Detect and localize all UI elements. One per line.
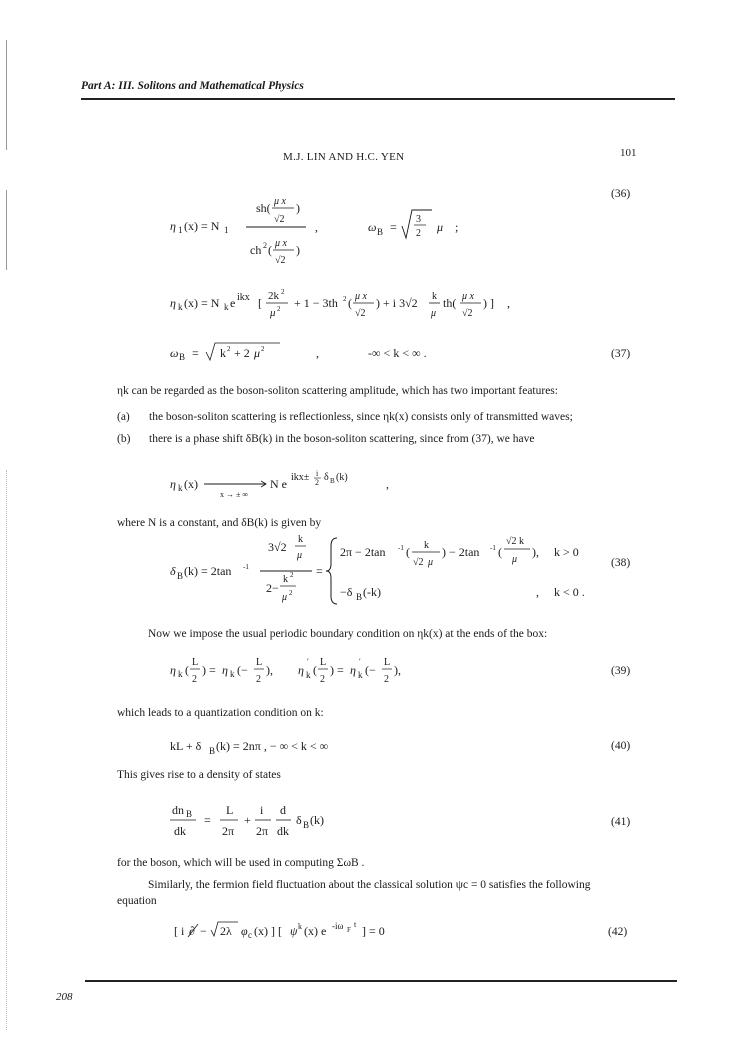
svg-text:k: k [306, 670, 311, 680]
svg-text:c: c [248, 930, 252, 940]
svg-text:μ: μ [431, 308, 437, 319]
svg-text:ω: ω [170, 346, 179, 360]
svg-text:+: + [244, 813, 251, 827]
paragraph: where N is a constant, and δB(k) is given by [117, 517, 322, 529]
svg-text:L: L [226, 803, 234, 817]
svg-text:2π: 2π [256, 824, 269, 838]
svg-text:(: ( [185, 663, 189, 677]
svg-text:) + i 3√2: ) + i 3√2 [376, 296, 418, 310]
svg-text:√2: √2 [462, 308, 473, 319]
svg-text:=: = [390, 220, 397, 234]
svg-text:2: 2 [192, 674, 197, 685]
svg-text:2: 2 [289, 589, 293, 597]
svg-text:(k): (k) [310, 813, 324, 827]
svg-text:B: B [177, 571, 184, 581]
svg-text:2: 2 [416, 228, 421, 239]
list-item-label: (a) [117, 411, 130, 423]
svg-text:∂: ∂ [189, 924, 195, 938]
svg-text:L: L [192, 657, 199, 668]
svg-text:3√2: 3√2 [268, 540, 287, 554]
svg-text:μ: μ [297, 550, 303, 561]
svg-text:[ i: [ i [174, 924, 185, 938]
svg-text:th(: th( [443, 296, 457, 310]
svg-text:dk: dk [174, 824, 186, 838]
svg-text:2π − 2tan: 2π − 2tan [340, 545, 386, 559]
svg-text:k: k [178, 302, 183, 312]
svg-text:L: L [384, 657, 391, 668]
svg-text:ω: ω [368, 220, 377, 234]
svg-text:x → ± ∞: x → ± ∞ [220, 490, 249, 499]
svg-text:2: 2 [320, 674, 325, 685]
svg-text:(: ( [313, 663, 317, 677]
page-folio: 208 [56, 991, 73, 1003]
svg-text:sh(: sh( [256, 201, 271, 215]
svg-text:′: ′ [359, 657, 361, 666]
svg-text:B: B [377, 227, 384, 237]
svg-text:k: k [298, 534, 303, 545]
svg-text:2−: 2− [266, 581, 279, 595]
running-header: Part A: III. Solitons and Mathematical Physics [81, 80, 304, 92]
svg-text:k: k [283, 574, 288, 585]
paragraph: Similarly, the fermion field fluctuation about the classical solution ψc = 0 satisfies the following [148, 879, 591, 891]
svg-text:2: 2 [227, 345, 231, 353]
svg-text:=: = [204, 813, 211, 827]
svg-text:2: 2 [290, 571, 294, 579]
paragraph: equation [117, 895, 157, 907]
svg-text:√2 k: √2 k [506, 536, 524, 547]
svg-text:] = 0: ] = 0 [362, 924, 385, 938]
svg-text:μ: μ [282, 592, 288, 603]
svg-text:),: ), [266, 663, 273, 677]
svg-text:B: B [303, 820, 310, 830]
svg-text:η: η [350, 663, 356, 677]
svg-text:η: η [222, 663, 228, 677]
svg-text:-1: -1 [490, 544, 496, 552]
equation-number: (39) [611, 665, 631, 677]
svg-text:2: 2 [261, 345, 265, 353]
svg-text:μ: μ [254, 346, 261, 360]
svg-text:η: η [170, 296, 176, 310]
paragraph: which leads to a quantization condition on k: [117, 707, 324, 719]
svg-text:δ: δ [324, 472, 329, 483]
svg-text:k: k [224, 302, 229, 312]
equation-40 [170, 735, 430, 759]
svg-text:(k) = 2tan: (k) = 2tan [184, 564, 232, 578]
svg-text:(: ( [268, 243, 272, 257]
equation-number: (36) [611, 188, 631, 200]
scan-mark [6, 40, 7, 150]
svg-text:) =: ) = [202, 663, 216, 677]
svg-text:η: η [298, 663, 304, 677]
svg-text:k: k [230, 669, 235, 679]
svg-text:(x) = N: (x) = N [184, 219, 220, 233]
svg-text:2k: 2k [268, 290, 279, 302]
svg-text:d: d [280, 803, 286, 817]
svg-text:-iω: -iω [332, 921, 344, 931]
svg-text:L: L [320, 657, 327, 668]
equation-41 [170, 798, 370, 843]
svg-text:,: , [315, 220, 318, 234]
svg-text:μ: μ [437, 220, 444, 234]
svg-text:+ 2: + 2 [234, 346, 250, 360]
svg-text:,: , [316, 346, 319, 360]
paragraph: ηk can be regarded as the boson-soliton scattering amplitude, which has two important features: [117, 385, 558, 397]
svg-text:(x) e: (x) e [304, 924, 327, 938]
svg-text:δ: δ [170, 564, 176, 578]
svg-text:-1: -1 [243, 563, 249, 571]
svg-text:): ) [296, 201, 300, 215]
svg-text:N e: N e [270, 477, 287, 491]
svg-text:) =: ) = [330, 663, 344, 677]
svg-text:k: k [178, 669, 183, 679]
equation-37-eta-k [170, 280, 550, 330]
equation-42 [174, 918, 434, 944]
svg-text:k: k [298, 922, 302, 931]
svg-text:η: η [170, 219, 176, 233]
svg-text:δ: δ [296, 813, 302, 827]
footer-rule [85, 980, 677, 982]
svg-text:(k) = 2nπ , − ∞ < k < ∞: (k) = 2nπ , − ∞ < k < ∞ [216, 739, 329, 753]
svg-text:3: 3 [416, 214, 421, 225]
svg-text:√2: √2 [413, 557, 424, 568]
svg-text:) − 2tan: ) − 2tan [442, 545, 480, 559]
svg-text:(-k): (-k) [363, 585, 381, 599]
svg-text:√2: √2 [355, 308, 366, 319]
svg-text:√2: √2 [274, 214, 285, 225]
svg-text:1: 1 [224, 225, 229, 235]
svg-text:),: ), [532, 545, 539, 559]
svg-text:μ: μ [428, 557, 434, 568]
svg-text:-1: -1 [398, 544, 404, 552]
svg-text:dn: dn [172, 803, 184, 817]
svg-text:i: i [316, 469, 319, 478]
svg-text:(: ( [348, 296, 352, 310]
svg-text:2: 2 [315, 478, 319, 487]
equation-38 [170, 530, 600, 610]
svg-text:2: 2 [343, 295, 347, 303]
svg-text:ψ: ψ [290, 924, 298, 938]
svg-text:=: = [192, 346, 199, 360]
svg-text:(: ( [406, 545, 410, 559]
svg-text:;: ; [455, 220, 459, 234]
equation-number: (40) [611, 740, 631, 752]
svg-text:(k): (k) [336, 472, 348, 483]
scan-mark [6, 190, 7, 270]
svg-text:k: k [220, 346, 226, 360]
list-item: there is a phase shift δB(k) in the boson-soliton scattering, since from (37), we have [149, 433, 535, 445]
svg-text:2: 2 [281, 288, 285, 296]
svg-text:B: B [330, 477, 335, 485]
svg-text:,: , [386, 477, 389, 491]
svg-text:k: k [178, 483, 183, 493]
header-rule [81, 98, 675, 100]
svg-text:μ: μ [270, 307, 276, 319]
svg-text:′: ′ [307, 657, 309, 666]
svg-text:k: k [358, 670, 363, 680]
svg-text:2: 2 [256, 674, 261, 685]
equation-number: (41) [611, 816, 631, 828]
journal-page-number: 101 [620, 147, 637, 159]
svg-text:B: B [179, 352, 186, 362]
svg-text:2π: 2π [222, 824, 235, 838]
equation-37-omega [170, 338, 470, 368]
svg-text:(x) = N: (x) = N [184, 296, 220, 310]
svg-text:B: B [356, 592, 363, 602]
svg-text:kL + δ: kL + δ [170, 739, 202, 753]
svg-text:): ) [296, 243, 300, 257]
svg-text:μ x: μ x [462, 291, 474, 302]
svg-text:L: L [256, 657, 263, 668]
equation-number: (42) [608, 926, 628, 938]
equation-39 [170, 650, 470, 690]
svg-text:+ 1 − 3th: + 1 − 3th [294, 296, 338, 310]
svg-text:(−: (− [237, 663, 248, 677]
article-authors: M.J. LIN AND H.C. YEN [283, 151, 405, 163]
svg-text:),: ), [394, 663, 401, 677]
svg-text:B: B [209, 746, 216, 756]
svg-text:2: 2 [263, 241, 267, 250]
svg-text:k > 0: k > 0 [554, 545, 579, 559]
svg-text:√2: √2 [275, 255, 286, 266]
svg-text:t: t [354, 920, 357, 929]
svg-text:,: , [536, 585, 539, 599]
svg-text:ikx±: ikx± [291, 472, 310, 483]
svg-text:(x) ] [: (x) ] [ [254, 924, 282, 938]
svg-text:μ x: μ x [355, 291, 367, 302]
equation-36 [170, 186, 500, 266]
svg-text:B: B [186, 809, 193, 819]
equation-number: (37) [611, 348, 631, 360]
svg-text:k < 0 .: k < 0 . [554, 585, 585, 599]
svg-text:1: 1 [178, 225, 183, 235]
paragraph: Now we impose the usual periodic boundary condition on ηk(x) at the ends of the box: [148, 628, 548, 640]
svg-text:η: η [170, 477, 176, 491]
svg-text:-∞ < k < ∞ .: -∞ < k < ∞ . [368, 346, 427, 360]
equation-number: (38) [611, 557, 631, 569]
scan-edge [6, 470, 8, 1030]
svg-text:−δ: −δ [340, 585, 353, 599]
svg-text:φ: φ [241, 924, 248, 938]
svg-text:μ x: μ x [274, 196, 286, 207]
svg-text:i: i [260, 803, 264, 817]
svg-text:ch: ch [250, 243, 262, 257]
paragraph: for the boson, which will be used in computing ΣωB . [117, 857, 365, 869]
svg-text:(: ( [498, 545, 502, 559]
list-item-label: (b) [117, 433, 131, 445]
svg-text:k: k [432, 291, 437, 302]
svg-text:k: k [424, 540, 429, 551]
svg-text:η: η [170, 663, 176, 677]
svg-text:dk: dk [277, 824, 289, 838]
svg-text:=: = [316, 564, 323, 578]
svg-text:F: F [347, 926, 351, 934]
svg-text:(x): (x) [184, 477, 198, 491]
svg-text:) ]: ) ] [483, 296, 494, 310]
svg-text:[: [ [258, 296, 262, 310]
svg-text:2: 2 [277, 305, 281, 313]
list-item: the boson-soliton scattering is reflectionless, since ηk(x) consists only of transmitted waves; [149, 411, 573, 423]
svg-text:ikx: ikx [237, 292, 250, 303]
svg-text:2: 2 [384, 674, 389, 685]
svg-text:μ x: μ x [275, 238, 287, 249]
paragraph: This gives rise to a density of states [117, 769, 281, 781]
svg-text:e: e [230, 296, 236, 310]
svg-text:μ: μ [512, 554, 518, 565]
svg-text:(−: (− [365, 663, 376, 677]
svg-text:−: − [200, 924, 207, 938]
svg-text:,: , [507, 296, 510, 310]
equation-asymptotic [170, 466, 430, 506]
svg-text:2λ: 2λ [220, 924, 232, 938]
